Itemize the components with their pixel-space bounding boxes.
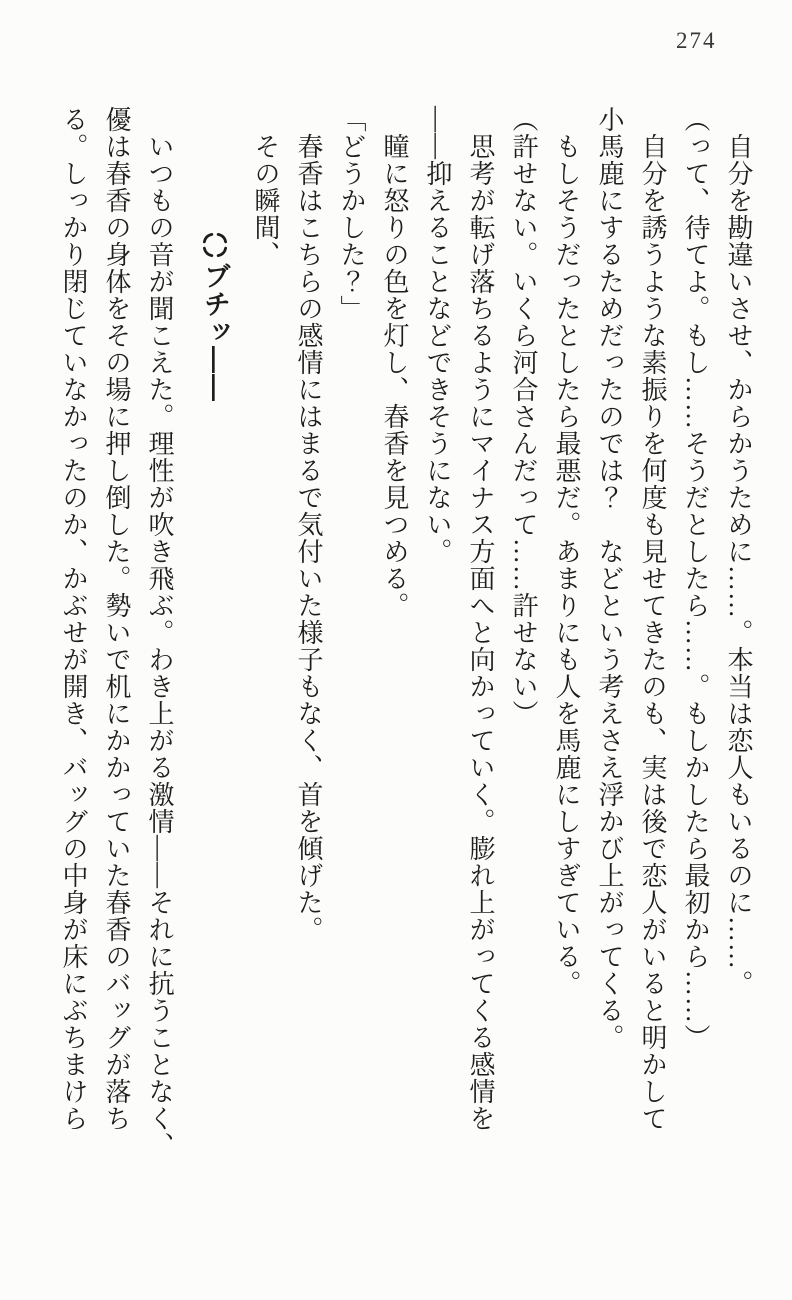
text-column: （って、待てよ。もし……そうだとしたら……。もしかしたら最初から……） (681, 106, 710, 1051)
text-column: 優は春香の身体をその場に押し倒した。勢いで机にかかっていた春香のバッグが落ち (102, 106, 131, 1132)
text-column: もしそうだったとしたら最悪だ。あまりにも人を馬鹿にしすぎている。 (552, 106, 581, 997)
text-column: 小馬鹿にするためだったのでは？ などという考えさえ浮かび上がってくる。 (595, 106, 624, 1051)
sfx-text: ブチッ―― (200, 262, 230, 402)
text-column: 瞳に怒りの色を灯し、春香を見つめる。 (380, 106, 409, 619)
text-column: 春香はこちらの感情にはまるで気付いた様子もなく、首を傾げた。 (294, 106, 323, 943)
text-column: 「どうかした？」 (337, 106, 366, 322)
text-column: 自分を誘うような素振りを何度も見せてきたのも、実は後で恋人がいると明かして (638, 106, 667, 1132)
page-number: 274 (676, 28, 717, 53)
text-column: る。しっかり閉じていなかったのか、かぶせが開き、バッグの中身が床にぶちまけら (59, 106, 88, 1132)
text-column: その瞬間、 (251, 106, 280, 268)
text-column: いつもの音が聞こえた。理性が吹き飛ぶ。わき上がる激情――それに抗うことなく、 (145, 106, 174, 1159)
text-column: ――抑えることなどできそうにない。 (423, 106, 452, 565)
sfx-column (193, 106, 236, 1300)
anger-mark-icon (200, 230, 230, 260)
text-column: 思考が転げ落ちるようにマイナス方面へと向かっていく。膨れ上がってくる感情を (466, 106, 495, 1132)
text-column: （許せない。いくら河合さんだって……許せない） (509, 106, 538, 727)
text-column: 自分を勘違いさせ、からかうために……。本当は恋人もいるのに……。 (724, 106, 753, 997)
text-block (52, 106, 760, 1176)
